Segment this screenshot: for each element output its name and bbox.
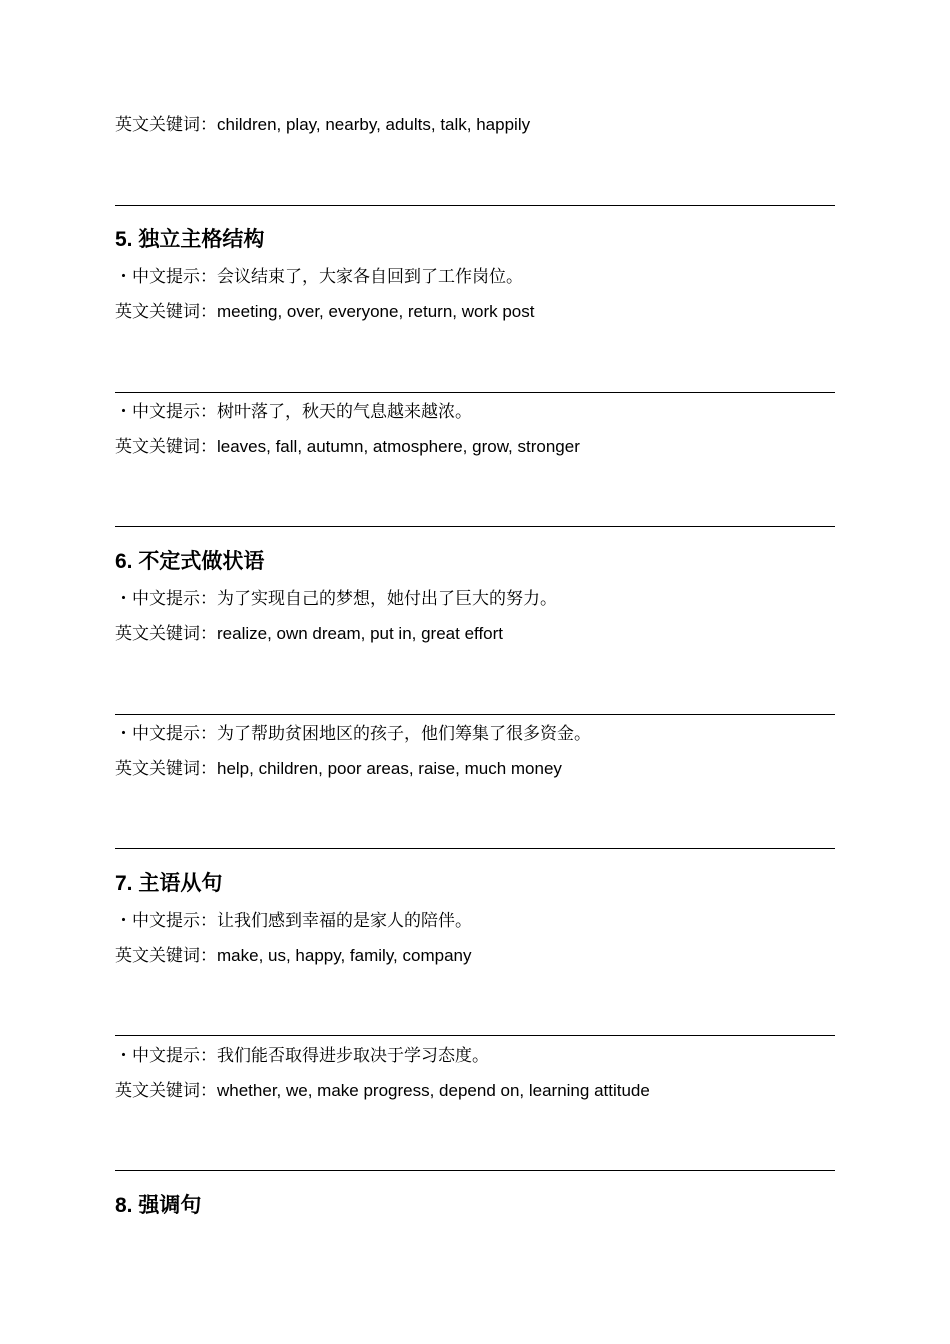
hint-label: ・中文提示：	[115, 724, 217, 743]
hint-line	[115, 910, 472, 932]
divider	[115, 392, 835, 393]
keywords-text: children, play, nearby, adults, talk, happily	[217, 115, 531, 134]
divider	[115, 1170, 835, 1171]
keywords-label: 英文关键词：	[115, 437, 217, 456]
hint-text: 让我们感到幸福的是家人的陪伴。	[217, 911, 472, 930]
hint-line	[115, 588, 557, 610]
keywords-text: make, us, happy, family, company	[217, 946, 472, 965]
hint-text: 我们能否取得进步取决于学习态度。	[217, 1046, 489, 1065]
hint-label: ・中文提示：	[115, 402, 217, 421]
section-heading-6: 6. 不定式做状语	[115, 550, 265, 573]
hint-text: 为了实现自己的梦想，她付出了巨大的努力。	[217, 589, 557, 608]
divider	[115, 848, 835, 849]
keywords-line	[115, 945, 471, 967]
keywords-line	[115, 301, 535, 323]
hint-label: ・中文提示：	[115, 1046, 217, 1065]
divider	[115, 526, 835, 527]
divider	[115, 714, 835, 715]
keywords-label: 英文关键词：	[115, 759, 217, 778]
keywords-text: leaves, fall, autumn, atmosphere, grow, stronger	[217, 437, 580, 456]
keywords-label: 英文关键词：	[115, 115, 217, 134]
hint-text: 会议结束了，大家各自回到了工作岗位。	[217, 267, 523, 286]
divider	[115, 205, 835, 206]
hint-line	[115, 723, 591, 745]
section-heading-5: 5. 独立主格结构	[115, 228, 265, 251]
keywords-label: 英文关键词：	[115, 1081, 217, 1100]
keywords-line	[115, 758, 562, 780]
hint-line	[115, 1045, 489, 1067]
hint-text: 树叶落了，秋天的气息越来越浓。	[217, 402, 472, 421]
hint-line	[115, 401, 472, 423]
section-heading-7: 7. 主语从句	[115, 872, 223, 895]
hint-label: ・中文提示：	[115, 911, 217, 930]
keywords-text: help, children, poor areas, raise, much money	[217, 759, 562, 778]
hint-label: ・中文提示：	[115, 589, 217, 608]
keywords-line-top	[115, 114, 530, 136]
keywords-text: realize, own dream, put in, great effort	[217, 624, 504, 643]
divider	[115, 1035, 835, 1036]
section-heading-8: 8. 强调句	[115, 1194, 202, 1217]
keywords-label: 英文关键词：	[115, 624, 217, 643]
keywords-label: 英文关键词：	[115, 302, 217, 321]
keywords-line	[115, 623, 503, 645]
keywords-text: whether, we, make progress, depend on, learning attitude	[217, 1081, 650, 1100]
keywords-line	[115, 1080, 650, 1102]
keywords-line	[115, 436, 580, 458]
hint-text: 为了帮助贫困地区的孩子，他们筹集了很多资金。	[217, 724, 591, 743]
keywords-text: meeting, over, everyone, return, work post	[217, 302, 535, 321]
hint-label: ・中文提示：	[115, 267, 217, 286]
hint-line	[115, 266, 523, 288]
keywords-label: 英文关键词：	[115, 946, 217, 965]
